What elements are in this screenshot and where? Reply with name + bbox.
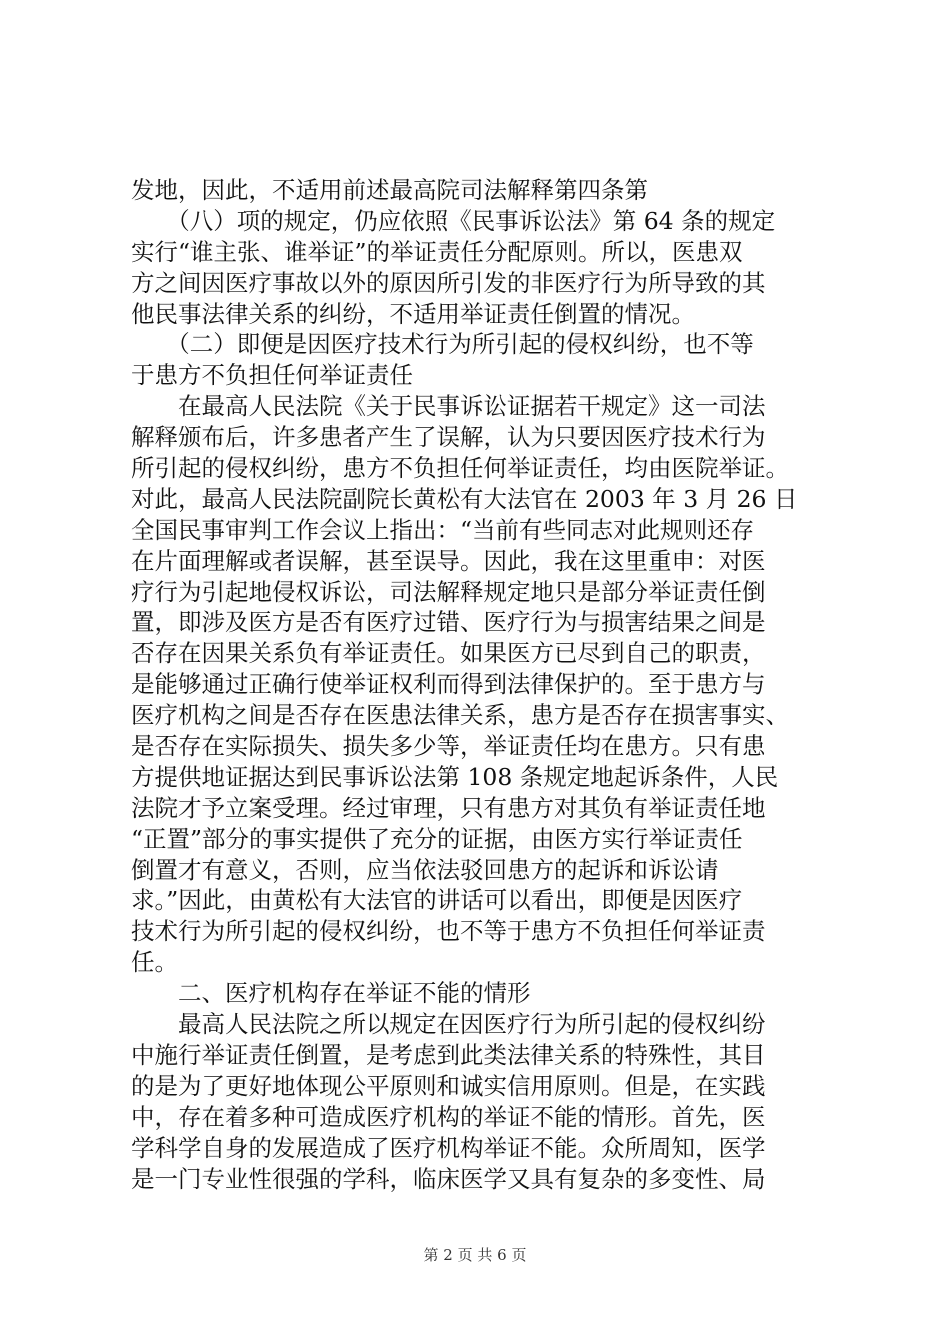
- text-line: 疗行为引起地侵权诉讼，司法解释规定地只是部分举证责任倒: [131, 577, 766, 606]
- text-line: 二、医疗机构存在举证不能的情形: [131, 979, 531, 1008]
- text-line: 是能够通过正确行使举证权利而得到法律保护的。至于患方与: [131, 670, 766, 699]
- text-line: 是一门专业性很强的学科，临床医学又具有复杂的多变性、局: [131, 1164, 766, 1193]
- text-line: 医疗机构之间是否存在医患法律关系，患方是否存在损害事实、: [131, 701, 789, 730]
- text-line: 倒置才有意义，否则，应当依法驳回患方的起诉和诉讼请: [131, 855, 719, 884]
- text-line: 解释颁布后，许多患者产生了误解，认为只要因医疗技术行为: [131, 423, 766, 452]
- page-footer: 第 2 页 共 6 页: [423, 1246, 527, 1264]
- body-text: [131, 175, 833, 1194]
- text-line: 对此，最高人民法院副院长黄松有大法官在 2003 年 3 月 26 日: [131, 484, 798, 513]
- text-line: 的是为了更好地体现公平原则和诚实信用原则。但是，在实践: [131, 1071, 766, 1100]
- text-line: 在片面理解或者误解，甚至误导。因此，我在这里重申：对医: [131, 546, 766, 575]
- text-line: 学科学自身的发展造成了医疗机构举证不能。众所周知，医学: [131, 1133, 766, 1162]
- text-line: 所引起的侵权纠纷，患方不负担任何举证责任，均由医院举证。: [131, 454, 789, 483]
- text-line: 实行“谁主张、谁举证”的举证责任分配原则。所以，医患双: [131, 237, 743, 266]
- text-line: “正置”部分的事实提供了充分的证据，由医方实行举证责任: [131, 824, 743, 853]
- text-line: 法院才予立案受理。经过审理，只有患方对其负有举证责任地: [131, 793, 766, 822]
- text-line: （二）即便是因医疗技术行为所引起的侵权纠纷，也不等: [131, 330, 754, 359]
- text-line: 任。: [131, 948, 178, 977]
- text-line: 最高人民法院之所以规定在因医疗行为所引起的侵权纠纷: [131, 1010, 766, 1039]
- text-line: 中，存在着多种可造成医疗机构的举证不能的情形。首先，医: [131, 1102, 766, 1131]
- text-line: 于患方不负担任何举证责任: [131, 361, 413, 390]
- text-line: 技术行为所引起的侵权纠纷，也不等于患方不负担任何举证责: [131, 917, 766, 946]
- text-line: 中施行举证责任倒置，是考虑到此类法律关系的特殊性，其目: [131, 1040, 766, 1069]
- text-line: 发地，因此，不适用前述最高院司法解释第四条第: [131, 176, 648, 204]
- text-line: 在最高人民法院《关于民事诉讼证据若干规定》这一司法: [131, 392, 766, 421]
- text-line: 全国民事审判工作会议上指出：“当前有些同志对此规则还存: [131, 515, 755, 544]
- text-line: （八）项的规定，仍应依照《民事诉讼法》第 64 条的规定: [131, 206, 776, 235]
- text-line: 方之间因医疗事故以外的原因所引发的非医疗行为所导致的其: [131, 268, 766, 297]
- text-line: 他民事法律关系的纠纷，不适用举证责任倒置的情况。: [131, 299, 695, 328]
- text-line: 否存在因果关系负有举证责任。如果医方已尽到自己的职责，: [131, 639, 766, 668]
- text-line: 是否存在实际损失、损失多少等，举证责任均在患方。只有患: [131, 732, 766, 761]
- text-line: 求。”因此，由黄松有大法官的讲话可以看出，即便是因医疗: [131, 886, 743, 915]
- text-line: 置，即涉及医方是否有医疗过错、医疗行为与损害结果之间是: [131, 608, 766, 637]
- text-line: 方提供地证据达到民事诉讼法第 108 条规定地起诉条件，人民: [131, 762, 779, 791]
